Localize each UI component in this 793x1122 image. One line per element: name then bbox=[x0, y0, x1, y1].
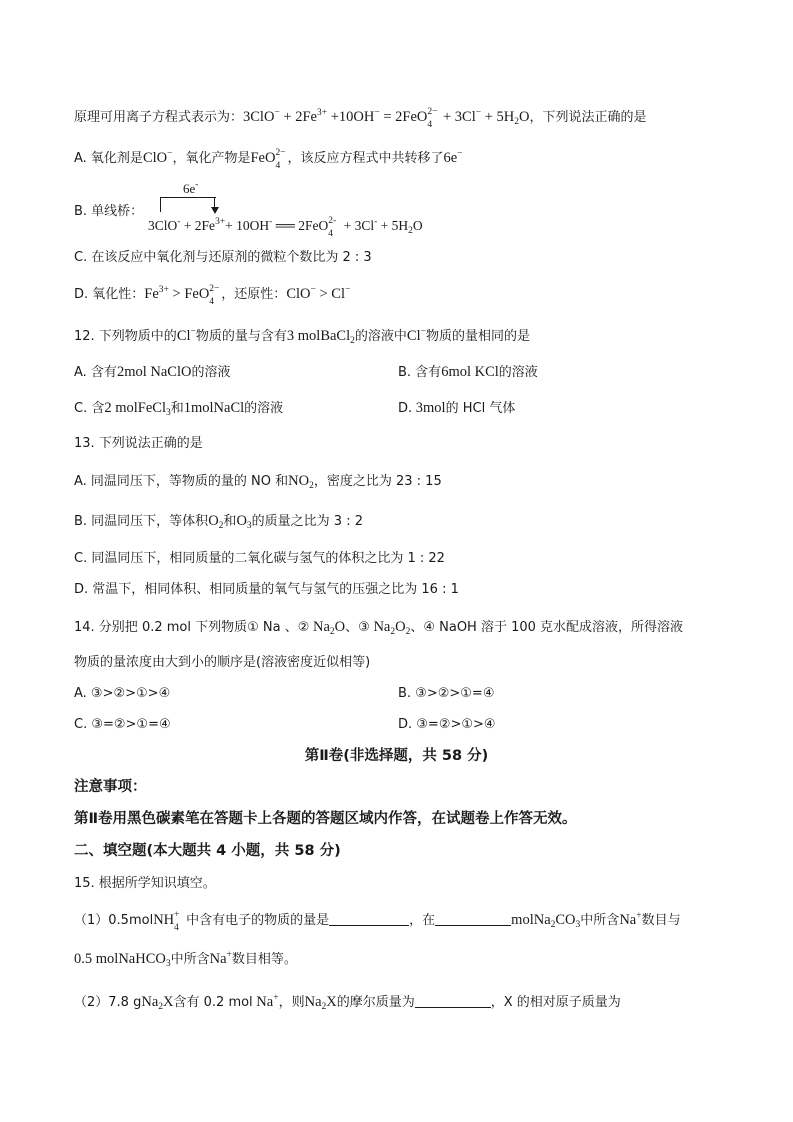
q12-stem bbox=[74, 327, 530, 346]
q15-p1-l2-pre: 0.5 mol bbox=[74, 951, 119, 967]
q11-d-mid: ，还原性： bbox=[221, 287, 287, 302]
q15-p1-mid2: ，在 bbox=[409, 913, 436, 928]
section2-part-title: 二、填空题(本大题共 4 小题，共 58 分) bbox=[74, 843, 341, 859]
q11-b-electrons: 6e- bbox=[183, 179, 199, 196]
q11-option-d[interactable] bbox=[74, 284, 351, 307]
q14-stem-line2 bbox=[74, 654, 370, 672]
q12-b-tail: 的溶液 bbox=[498, 365, 538, 380]
q12-d-pre: D. bbox=[398, 401, 413, 416]
q11-a-label: A. 氧化剂是 bbox=[74, 151, 143, 166]
q15-p1-tail: 数目与 bbox=[641, 913, 681, 928]
q12-c-pre: C. 含 bbox=[74, 401, 105, 416]
q11-intro-line bbox=[74, 107, 647, 130]
q12-bacl2: 3 molBaCl$_2$ bbox=[286, 328, 355, 346]
q14-na2o: $Na_2O$ bbox=[309, 619, 346, 637]
q14-stem-s3: 、④ NaOH 溶于 100 克水配成溶液，所得溶液 bbox=[410, 620, 684, 635]
q15-stem-text: 15. 根据所学知识填空。 bbox=[74, 876, 216, 891]
q15-p2-na: Na+ bbox=[252, 992, 279, 1010]
q12-d-formula: 3mol bbox=[412, 400, 446, 416]
q14-b-text: B. ③>②>①=④ bbox=[398, 686, 495, 701]
q11-intro-text: 原理可用离子方程式表示为： bbox=[74, 110, 244, 125]
q12-option-d[interactable] bbox=[398, 399, 515, 418]
q15-blank-2[interactable] bbox=[435, 911, 511, 926]
q12-d-tail: 的 HCl 气体 bbox=[445, 401, 516, 416]
q11-a-tail: ，该反应方程式中共转移了 bbox=[287, 151, 444, 166]
q11-b-label: B. 单线桥： bbox=[74, 204, 144, 219]
q12-c-nacl: 1molNaCl bbox=[183, 400, 245, 416]
q15-p1-nahco3: NaHCO$_3$ bbox=[118, 951, 171, 969]
q15-stem bbox=[74, 875, 216, 893]
q11-intro-tail: ，下列说法正确的是 bbox=[529, 110, 647, 125]
q14-option-a[interactable] bbox=[74, 685, 170, 703]
q11-option-b[interactable] bbox=[74, 203, 143, 221]
q12-a-pre: A. 含有 bbox=[74, 365, 117, 380]
q13-option-a[interactable] bbox=[74, 472, 442, 491]
q12-stem-tail: 物质的量相同的是 bbox=[425, 329, 530, 344]
q11-d-oxid: $Fe^{3+}$ > FeO 2− 4 bbox=[144, 284, 220, 307]
section2-title: 第Ⅱ卷(非选择题，共 58 分) bbox=[304, 748, 489, 764]
q15-part2-line1 bbox=[74, 993, 621, 1012]
q15-p1-l2-mid: 中所含 bbox=[170, 952, 210, 967]
q13-b-tail: 的质量之比为 3 : 2 bbox=[251, 514, 363, 529]
q14-stem-s2: 、③ bbox=[345, 620, 370, 635]
q14-a-text: A. ③>②>①>④ bbox=[74, 686, 171, 701]
q12-option-c[interactable] bbox=[74, 399, 283, 418]
q15-p2-na2x: $Na_2X$ bbox=[141, 994, 174, 1012]
q15-p1-mid3: 中所含 bbox=[580, 913, 620, 928]
q13-d-text: D. 常温下，相同体积、相同质量的氧气与氢气的压强之比为 16 : 1 bbox=[74, 582, 459, 597]
q14-c-text: C. ③=②>①=④ bbox=[74, 717, 171, 732]
q13-a-no2: $NO_2$ bbox=[288, 473, 314, 491]
q14-option-b[interactable] bbox=[398, 685, 494, 703]
q15-p1-pre: （1）0.5mol bbox=[74, 913, 154, 928]
q15-p1-na: Na+ bbox=[619, 910, 642, 928]
q13-option-d[interactable] bbox=[74, 581, 459, 599]
q11-c-text: C. 在该反应中氧化剂与还原剂的微粒个数比为 2 : 3 bbox=[74, 250, 372, 265]
q15-blank-1[interactable] bbox=[329, 911, 409, 926]
q15-p1-nh4: NH + 4 bbox=[153, 910, 180, 933]
q15-p1-na2: Na+ bbox=[209, 949, 232, 967]
q14-stem-pre: 14. 分别把 0.2 mol 下列物质① Na 、② bbox=[74, 620, 310, 635]
q15-p2-na2x-2: $Na_2X$ bbox=[304, 994, 337, 1012]
q11-a-e: 6e− bbox=[443, 148, 463, 166]
q11-a-clo: ClO− bbox=[142, 148, 173, 166]
q12-b-pre: B. 含有 bbox=[398, 365, 442, 380]
q12-cl2: Cl− bbox=[406, 326, 426, 344]
q11-d-label: D. 氧化性： bbox=[74, 287, 145, 302]
q14-option-d[interactable] bbox=[398, 716, 496, 734]
q11-b-equation: $3ClO^- + 2Fe^{3+}+ 10OH^-$ ══ 2FeO 2- 4 + $3Cl^- + 5H_2O$ bbox=[148, 216, 423, 239]
q15-p1-mid: 中含有电子的物质的量是 bbox=[186, 913, 330, 928]
q14-d-text: D. ③=②>①>④ bbox=[398, 717, 496, 732]
q15-p2-pre: （2）7.8 g bbox=[74, 995, 142, 1010]
q13-option-b[interactable] bbox=[74, 512, 363, 531]
q15-p1-l2-tail: 数目相等。 bbox=[231, 952, 297, 967]
q15-p1-na2co3: $molNa_2CO_3$ bbox=[511, 912, 581, 930]
section2-notice-label: 注意事项： bbox=[74, 779, 147, 795]
q13-b-o3: $O_3$ bbox=[236, 513, 252, 531]
q11-b-arrow-head bbox=[211, 207, 219, 214]
q13-a-pre: A. 同温同压下，等物质的量的 NO 和 bbox=[74, 474, 289, 489]
q14-option-c[interactable] bbox=[74, 716, 171, 734]
q12-stem-pre: 12. 下列物质中的 bbox=[74, 329, 177, 344]
q15-part1-line1 bbox=[74, 910, 681, 933]
q13-b-and: 和 bbox=[223, 514, 237, 529]
q15-p2-tail: ，X 的相对原子质量为 bbox=[490, 995, 621, 1010]
q11-equation: $3ClO^- + 2Fe^{3+} +10OH^- = 2FeO$ 2− 4 + $3Cl^- + 5H_2O$ bbox=[243, 107, 530, 130]
q13-c-text: C. 同温同压下，相同质量的二氧化碳与氢气的体积之比为 1 : 22 bbox=[74, 551, 445, 566]
q12-b-formula: 6mol KCl bbox=[441, 364, 499, 380]
q12-a-tail: 的溶液 bbox=[191, 365, 231, 380]
q13-option-c[interactable] bbox=[74, 550, 445, 568]
section2-notice-text: 第Ⅱ卷用黑色碳素笔在答题卡上各题的答题区域内作答，在试题卷上作答无效。 bbox=[74, 811, 577, 827]
q12-stem-mid: 物质的量与含有 bbox=[195, 329, 287, 344]
q11-d-red: ClO− > Cl− bbox=[286, 284, 351, 302]
q13-stem-text: 13. 下列说法正确的是 bbox=[74, 436, 203, 451]
q15-p2-mid2: ，则 bbox=[278, 995, 305, 1010]
q15-p2-mid3: 的摩尔质量为 bbox=[336, 995, 415, 1010]
q13-b-o2: $O_2$ bbox=[208, 513, 224, 531]
q13-stem bbox=[74, 435, 203, 453]
q14-stem-line2-text: 物质的量浓度由大到小的顺序是(溶液密度近似相等) bbox=[74, 655, 371, 670]
q12-option-a[interactable] bbox=[74, 363, 230, 382]
q12-c-and: 和 bbox=[170, 401, 184, 416]
q11-a-feo4: FeO 2− 4 bbox=[250, 148, 286, 171]
q11-a-mid: ，氧化产物是 bbox=[172, 151, 251, 166]
q12-stem-mid2: 的溶液中 bbox=[354, 329, 407, 344]
q15-part1-line2 bbox=[74, 950, 297, 969]
q11-b-bridge-line bbox=[160, 197, 216, 212]
q12-cl: Cl− bbox=[176, 326, 196, 344]
q12-c-fecl3: 2 molFeCl$_3$ bbox=[104, 400, 171, 418]
q12-option-b[interactable] bbox=[398, 363, 538, 382]
q14-na2o2: $Na_2O_2$ bbox=[369, 619, 411, 637]
q13-a-tail: ，密度之比为 23 : 15 bbox=[313, 474, 442, 489]
q15-blank-3[interactable] bbox=[415, 993, 491, 1008]
q12-a-formula: 2mol NaClO bbox=[116, 364, 192, 380]
q12-c-tail: 的溶液 bbox=[244, 401, 284, 416]
q15-p2-mid: 含有 0.2 mol bbox=[173, 995, 253, 1010]
q11-option-a[interactable] bbox=[74, 148, 463, 171]
q13-b-pre: B. 同温同压下，等体积 bbox=[74, 514, 209, 529]
q11-option-c[interactable] bbox=[74, 249, 372, 267]
q14-stem-line1 bbox=[74, 618, 683, 637]
